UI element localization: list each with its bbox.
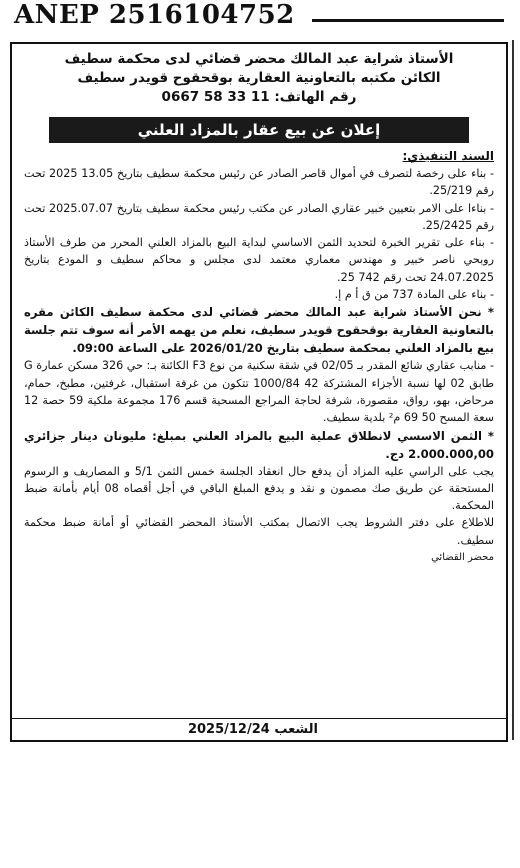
property-description: - منابب عقاري شائع المقدر بـ 02/05 في شقة سكنية من نوع F3 الكائنة بـ: حي 326 مسكن عمارة G طابق 02 لها نسبة الأجزاء المشتركة 42 1000/84 تتكون من غرفة استقبال، غرفتين، مطبخ، حمام، مرحاض، بهو، رواق، مقصورة، شرفة لحاجة المراجع المسحية قسم 176 مجموعة ملكية 59 حصة 12 سعة المسح 50 69 م² بلدية سطيف. (24, 359, 495, 425)
masthead-rule (312, 19, 504, 22)
consult-terms: للاطلاع على دفتر الشروط يجب الاتصال بمكتب الأستاذ المحضر القضائي أو أمانة ضبط محكمة سطيف. (24, 516, 494, 547)
bailiff-address: الكائن مكتبه بالتعاونية العقارية بوقحقوح قويدر سطيف (77, 70, 441, 86)
signature: محضر القضائي (431, 552, 494, 564)
paragraph-expert-report: - بناء على تقرير الخبرة لتحديد الثمن الاساسي لبداية البيع بالمزاد العلني المحرر من طرف الأستاذ روبحي ناصر خبير و مهندس معماري معتمد لدى مجلس و محاكم سطيف و المودع بتاريخ 24.07.2025 تحت رقم 742 25. (24, 236, 494, 284)
publication-info (188, 722, 318, 737)
notice-title: إعلان عن بيع عقار بالمزاد العلني (49, 117, 469, 143)
bailiff-name: الأستاذ شراية عبد المالك محضر قضائي لدى محكمة سطيف (64, 51, 454, 67)
bailiff-phone: رقم الهاتف: 11 33 58 0667 (161, 89, 357, 105)
payment-terms: يجب على الراسي عليه المزاد أن يدفع حال انعقاد الجلسة خمس الثمن 5/1 و المصاريف و الرسوم المستحقة عن طريق صك مصمون و نقد و يدفع المبلغ الباقي في أجل أقصاه 08 أيام بأمانة ضبط المحكمة. (24, 464, 495, 513)
newspaper-name: الشعب (274, 722, 318, 737)
paragraph-article: - بناء على المادة 737 من ق أ م إ. (334, 288, 494, 302)
paragraph-expert-order: - بناءا على الامر بتعيين خبير عقاري الصادر عن مكتب رئيس محكمة سطيف بتاريخ 2025.07.07 تحت رقم 25/2425. (24, 201, 494, 232)
publication-date: 2025/12/24 (187, 722, 270, 737)
legal-notice (10, 42, 508, 742)
anep-code: ANEP 2516104752 (14, 0, 295, 30)
masthead (0, 0, 520, 30)
paragraph-license: - بناء على رخصة لتصرف في أموال قاصر الصادر عن رئيس محكمة سطيف بتاريخ 13.05 2025 تحت رقم 25/219. (24, 167, 494, 198)
publication-line (10, 718, 508, 743)
auction-announcement: * نحن الأستاذ شراية عبد المالك محضر قضائي لدى محكمة سطيف الكائن مقره بالتعاونية العقارية بوقحقوح قويدر سطيف، نعلم من يهمه الأمر أنه سوف تتم جلسة بيع بالمزاد العلني بمحكمة سطيف بتاريخ 2026/01/20 على الساعة 09:00. (24, 305, 494, 356)
adjacent-column-edge (512, 40, 520, 740)
section-label: السند التنفيذي: (402, 149, 494, 163)
starting-price: * الثمن الاسسي لانطلاق عملية البيع بالمزاد العلني بمبلغ: مليونان دينار جزائري 2.000.000,00 دج. (24, 428, 494, 461)
